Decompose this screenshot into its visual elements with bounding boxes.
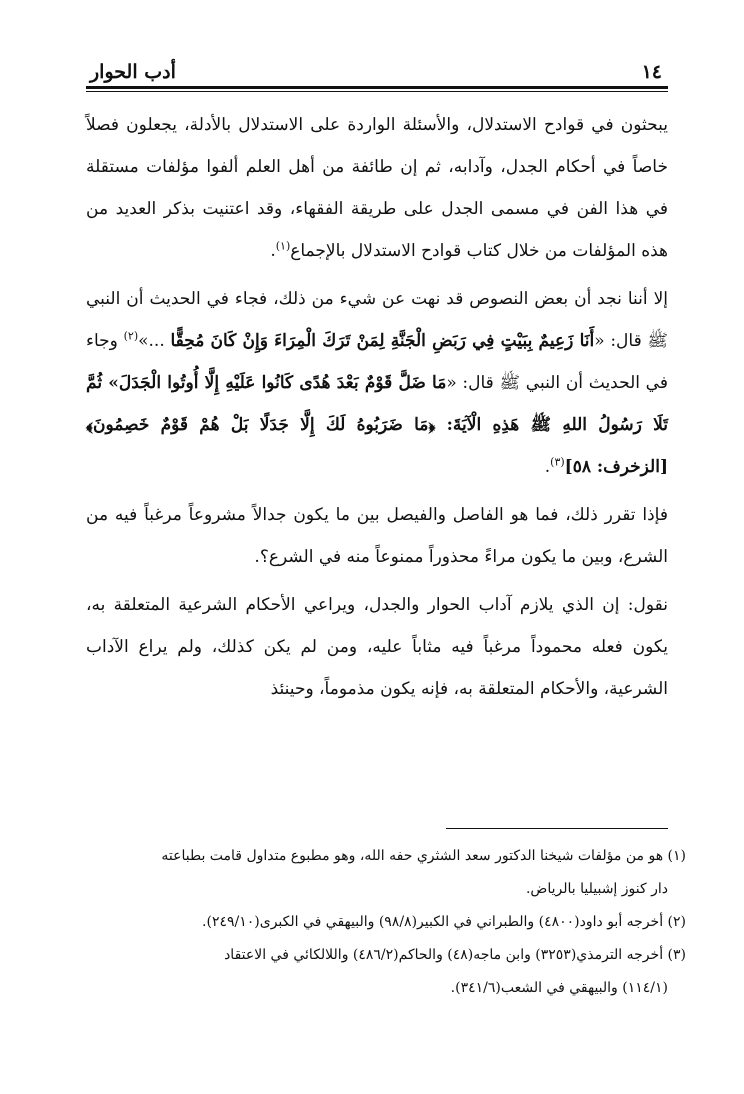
paragraph-1-end: . xyxy=(270,241,276,261)
paragraph-4: نقول: إن الذي يلازم آداب الحوار والجدل، ويراعي الأحكام الشرعية المتعلقة به، يكون فعله محموداً مرغباً فيه مثاباً عليه، ومن لم يكن كذلك، ولم يراع الآداب الشرعية، والأحكام المتعلقة به، فإنه يكون مذموماً، وحينئذ xyxy=(86,595,668,699)
header-rule-thin xyxy=(86,91,668,92)
page-number: ١٤ xyxy=(641,61,662,83)
paragraph-2-end: . xyxy=(544,457,551,477)
main-text xyxy=(86,104,668,716)
paragraph-2 xyxy=(86,278,668,488)
footnote-3-continued: (١١٤/١) والبيهقي في الشعب(٣٤١/٦). xyxy=(450,980,668,996)
running-title: أدب الحوار xyxy=(90,61,176,83)
footnote-ref-2: (٢) xyxy=(123,329,139,343)
footnote-1: (١) هو من مؤلفات شيخنا الدكتور سعد الشثري حفه الله، وهو مطبوع متداول قامت بطباعته xyxy=(161,848,686,864)
page-header xyxy=(86,54,666,90)
footnotes xyxy=(86,840,686,1005)
paragraph-1 xyxy=(86,104,668,272)
paragraph-3: فإذا تقرر ذلك، فما هو الفاصل والفيصل بين ما يكون جدالاً مشروعاً مرغباً فيه من الشرع، وبين ما يكون مراءً محذوراً ممنوعاً منه في الشرع؟. xyxy=(86,505,668,567)
footnote-ref-3: (٣) xyxy=(550,455,565,469)
quran-verse: » ثُمَّ تَلَا رَسُولُ اللهِ ﷺ هَذِهِ الْآيَةَ: ﴿مَا ضَرَبُوهُ لَكَ إِلَّا جَدَلًا بَلْ هُمْ قَوْمٌ خَصِمُونَ﴾ [الزخرف: ٥٨] xyxy=(86,373,668,477)
hadith-quote-2: مَا ضَلَّ قَوْمٌ بَعْدَ هُدًى كَانُوا عَلَيْهِ إِلَّا أُوتُوا الْجَدَلَ xyxy=(118,373,447,393)
footnote-3: (٣) أخرجه الترمذي(٣٢٥٣) وابن ماجه(٤٨) والحاكم(٤٨٦/٢) واللالكائي في الاعتقاد xyxy=(224,947,686,963)
footnote-ref-1: (١) xyxy=(275,239,291,253)
footnote-2: (٢) أخرجه أبو داود(٤٨٠٠) والطبراني في الكبير(٩٨/٨) والبيهقي في الكبرى(٢٤٩/١٠). xyxy=(202,914,686,930)
hadith-quote-1: أَنَا زَعِيمٌ بِبَيْتٍ فِي رَبَضِ الْجَنَّةِ لِمَنْ تَرَكَ الْمِرَاءَ وَإِنْ كَانَ مُحِقًّا xyxy=(170,331,595,351)
footnote-1-continued: دار كنوز إشبيليا بالرياض. xyxy=(525,881,668,897)
paragraph-1-text: يبحثون في قوادح الاستدلال، والأسئلة الواردة على الاستدلال بالأدلة، يجعلون فصلاً خاصاً في أحكام الجدل، وآدابه، ثم إن طائفة من أهل العلم ألفوا مؤلفات مستقلة في هذا الفن في مسمى الجدل على طريقة الفقهاء، وقد اعتنيت بذكر العديد من هذه المؤلفات من خلال كتاب قوادح الاستدلال بالإجماع xyxy=(86,115,668,261)
header-rule-thick xyxy=(86,86,668,89)
paragraph-2-ellipsis: ...» xyxy=(138,331,171,351)
paragraph-2-middle: وجاء في الحديث أن النبي ﷺ قال: « xyxy=(86,331,668,393)
paragraph-2-intro: إلا أننا نجد أن بعض النصوص قد نهت عن شيء من ذلك، فجاء في الحديث أن النبي ﷺ قال: « xyxy=(86,289,668,351)
footnote-separator xyxy=(446,828,668,829)
